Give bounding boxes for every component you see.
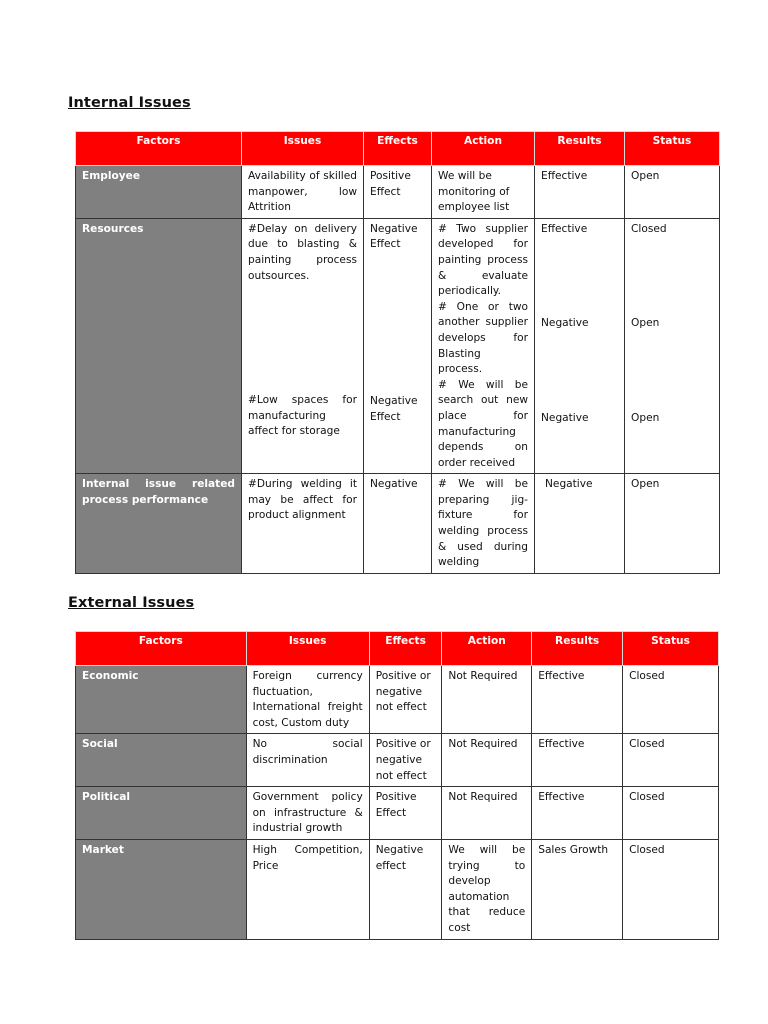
result-entry: Negative [541, 411, 589, 424]
issues-cell [242, 218, 364, 474]
column-header-action: Action [442, 632, 532, 666]
action-cell: We will be monitoring of employee list [432, 166, 535, 219]
table-header-row [76, 132, 720, 166]
action-cell: Not Required [442, 787, 532, 840]
status-cell: Closed [623, 787, 719, 840]
factor-cell: Employee [76, 166, 242, 219]
internal-issues-heading: Internal Issues [68, 95, 191, 111]
effect-entry: Negative Effect [370, 222, 418, 251]
status-cell: Closed [623, 734, 719, 787]
column-header-issues: Issues [242, 132, 364, 166]
results-cell: Effective [535, 166, 625, 219]
table-row [76, 666, 719, 734]
action-cell: Not Required [442, 666, 532, 734]
action-cell: Not Required [442, 734, 532, 787]
issues-cell: Availability of skilled manpower, low Attrition [242, 166, 364, 219]
effects-cell [364, 218, 432, 474]
action-entry: # Two supplier developed for painting process & evaluate periodically. # One or two another supplier develops for Blasting process. # We will be search out new place for manufacturing depends on order received [438, 222, 528, 469]
results-cell: Sales Growth [532, 839, 623, 939]
issues-cell: Government policy on infrastructure & industrial growth [246, 787, 369, 840]
results-cell: Effective [532, 666, 623, 734]
result-entry: Negative [541, 317, 589, 330]
table-row [76, 474, 720, 574]
effects-cell: Negative effect [369, 839, 442, 939]
column-header-factors: Factors [76, 132, 242, 166]
action-cell: # We will be preparing jig-fixture for welding process & used during welding [432, 474, 535, 574]
table-row [76, 839, 719, 939]
status-entry: Closed [631, 222, 667, 235]
issue-entry: #Delay on delivery due to blasting & painting process outsources. [248, 222, 357, 282]
external-issues-table [75, 631, 719, 940]
result-entry: Effective [541, 222, 588, 235]
status-cell: Closed [623, 666, 719, 734]
issues-cell: #During welding it may be affect for product alignment [242, 474, 364, 574]
results-cell: Effective [532, 787, 623, 840]
factor-cell: Social [76, 734, 247, 787]
status-cell [625, 218, 720, 474]
external-issues-heading: External Issues [68, 595, 195, 611]
table-header-row [76, 632, 719, 666]
factor-cell: Internal issue related process performance [76, 474, 242, 574]
status-entry: Open [631, 317, 660, 330]
column-header-results: Results [535, 132, 625, 166]
results-cell: Effective [532, 734, 623, 787]
column-header-status: Status [625, 132, 720, 166]
issues-cell: No social discrimination [246, 734, 369, 787]
effects-cell: Positive Effect [369, 787, 442, 840]
table-row [76, 787, 719, 840]
factor-cell: Resources [76, 218, 242, 474]
effects-cell: Positive or negative not effect [369, 734, 442, 787]
column-header-status: Status [623, 632, 719, 666]
issue-entry: #Low spaces for manufacturing affect for storage [248, 394, 357, 438]
column-header-results: Results [532, 632, 623, 666]
effect-entry: Negative Effect [370, 394, 418, 423]
factor-cell: Market [76, 839, 247, 939]
factor-cell: Economic [76, 666, 247, 734]
factor-cell: Political [76, 787, 247, 840]
effects-cell: Negative [364, 474, 432, 574]
effects-cell: Positive Effect [364, 166, 432, 219]
column-header-issues: Issues [246, 632, 369, 666]
table-row [76, 166, 720, 219]
internal-issues-table [75, 131, 720, 574]
results-cell: Negative [535, 474, 625, 574]
effects-cell: Positive or negative not effect [369, 666, 442, 734]
column-header-factors: Factors [76, 632, 247, 666]
status-cell: Open [625, 166, 720, 219]
action-cell [432, 218, 535, 474]
status-cell: Open [625, 474, 720, 574]
column-header-effects: Effects [364, 132, 432, 166]
column-header-effects: Effects [369, 632, 442, 666]
status-entry: Open [631, 411, 660, 424]
table-row [76, 734, 719, 787]
issues-cell: High Competition, Price [246, 839, 369, 939]
status-cell: Closed [623, 839, 719, 939]
table-row [76, 218, 720, 474]
action-cell: We will be trying to develop automation that reduce cost [442, 839, 532, 939]
column-header-action: Action [432, 132, 535, 166]
issues-cell: Foreign currency fluctuation, International freight cost, Custom duty [246, 666, 369, 734]
results-cell [535, 218, 625, 474]
